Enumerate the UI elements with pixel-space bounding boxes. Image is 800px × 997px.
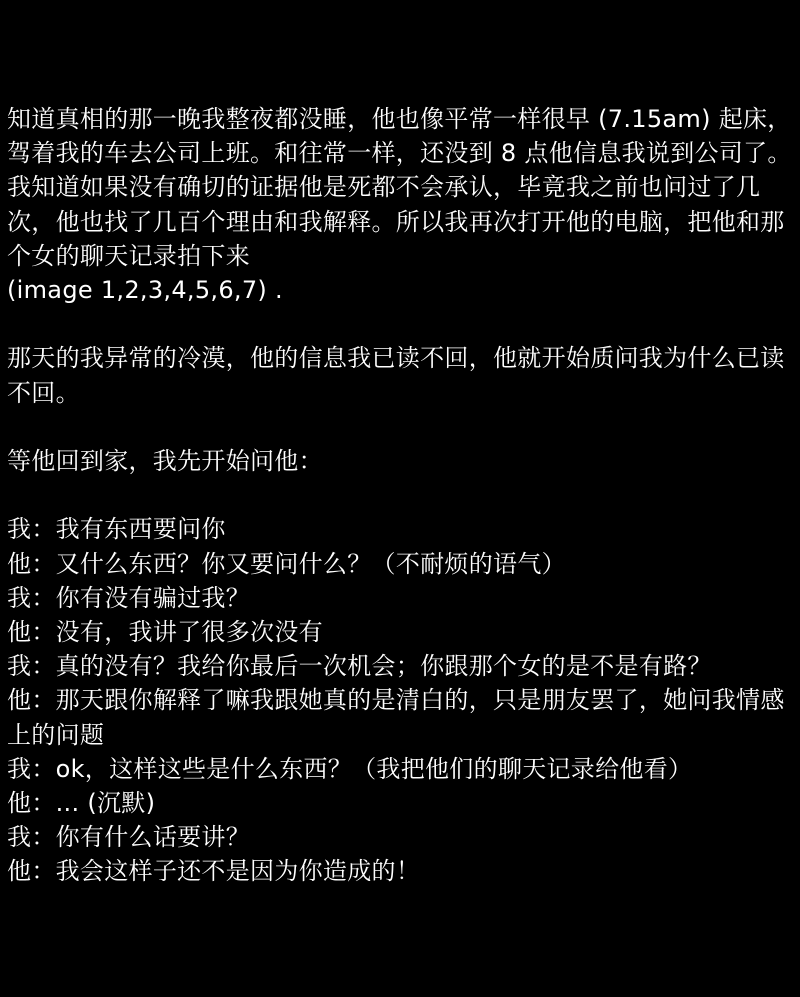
dialogue-text: 又什么东西？你又要问什么？（不耐烦的语气） bbox=[55, 549, 566, 578]
paragraph-gap bbox=[7, 478, 795, 512]
dialogue-line bbox=[7, 581, 795, 615]
paragraph-gap bbox=[7, 307, 795, 341]
dialogue-text: 我有东西要问你 bbox=[55, 515, 226, 544]
separator: ： bbox=[31, 652, 56, 681]
speaker-name: 我 bbox=[7, 583, 32, 612]
speaker-name: 他 bbox=[7, 549, 32, 578]
dialogue-text: ... (沉默) bbox=[55, 789, 156, 818]
speaker-name: 我 bbox=[7, 823, 32, 852]
dialogue-line bbox=[7, 820, 795, 854]
separator: ： bbox=[31, 789, 56, 818]
paragraph-gap bbox=[7, 410, 795, 444]
dialogue-text: 我会这样子还不是因为你造成的！ bbox=[55, 857, 421, 886]
speaker-name: 他 bbox=[7, 857, 32, 886]
dialogue-text: 你有没有骗过我？ bbox=[55, 583, 251, 612]
dialogue-text: 真的没有？我给你最后一次机会；你跟那个女的是不是有路？ bbox=[55, 652, 712, 681]
separator: ： bbox=[31, 549, 56, 578]
separator: ： bbox=[31, 857, 56, 886]
speaker-name: 他 bbox=[7, 686, 32, 715]
dialogue-line bbox=[7, 615, 795, 649]
speaker-name: 他 bbox=[7, 618, 32, 646]
dialogue-text: 那天跟你解释了嘛我跟她真的是清白的，只是朋友罢了，她问我情感上的问题 bbox=[7, 686, 785, 749]
dialogue bbox=[7, 512, 795, 888]
dialogue-line bbox=[7, 512, 795, 546]
paragraph-home: 等他回到家，我先开始问他： bbox=[7, 447, 323, 475]
dialogue-line bbox=[7, 683, 795, 751]
dialogue-text: 你有什么话要讲？ bbox=[55, 823, 251, 852]
separator: ： bbox=[31, 515, 56, 544]
dialogue-line bbox=[7, 649, 795, 683]
dialogue-line bbox=[7, 854, 795, 888]
dialogue-line bbox=[7, 752, 795, 786]
paragraph-image-ref: (image 1,2,3,4,5,6,7) . bbox=[7, 276, 283, 305]
speaker-name: 我 bbox=[7, 515, 32, 544]
paragraph-intro: 知道真相的那一晚我整夜都没睡，他也像平常一样很早 (7.15am) 起床，驾着我的车去公司上班。和往常一样，还没到 8 点他信息我说到公司了。我知道如果没有确切的证据他是死都不会承认，毕竟我之前也问过了几次，他也找了几百个理由和我解释。所以我再次打开他的电脑，把他和那个女的聊天记录拍下来 bbox=[7, 105, 792, 270]
dialogue-line bbox=[7, 786, 795, 820]
paragraph-cold: 那天的我异常的冷漠，他的信息我已读不回，他就开始质问我为什么已读不回。 bbox=[7, 344, 785, 407]
separator: ： bbox=[31, 686, 56, 715]
separator: ： bbox=[31, 754, 56, 783]
dialogue-text: 没有，我讲了很多次没有 bbox=[55, 618, 323, 646]
dialogue-text: ok，这样这些是什么东西？（我把他们的聊天记录给他看） bbox=[55, 754, 693, 783]
separator: ： bbox=[31, 823, 56, 852]
separator: ： bbox=[31, 618, 56, 646]
story-text bbox=[7, 102, 795, 889]
dialogue-line bbox=[7, 547, 795, 581]
separator: ： bbox=[31, 583, 56, 612]
speaker-name: 我 bbox=[7, 652, 32, 681]
speaker-name: 我 bbox=[7, 754, 32, 783]
speaker-name: 他 bbox=[7, 789, 32, 818]
